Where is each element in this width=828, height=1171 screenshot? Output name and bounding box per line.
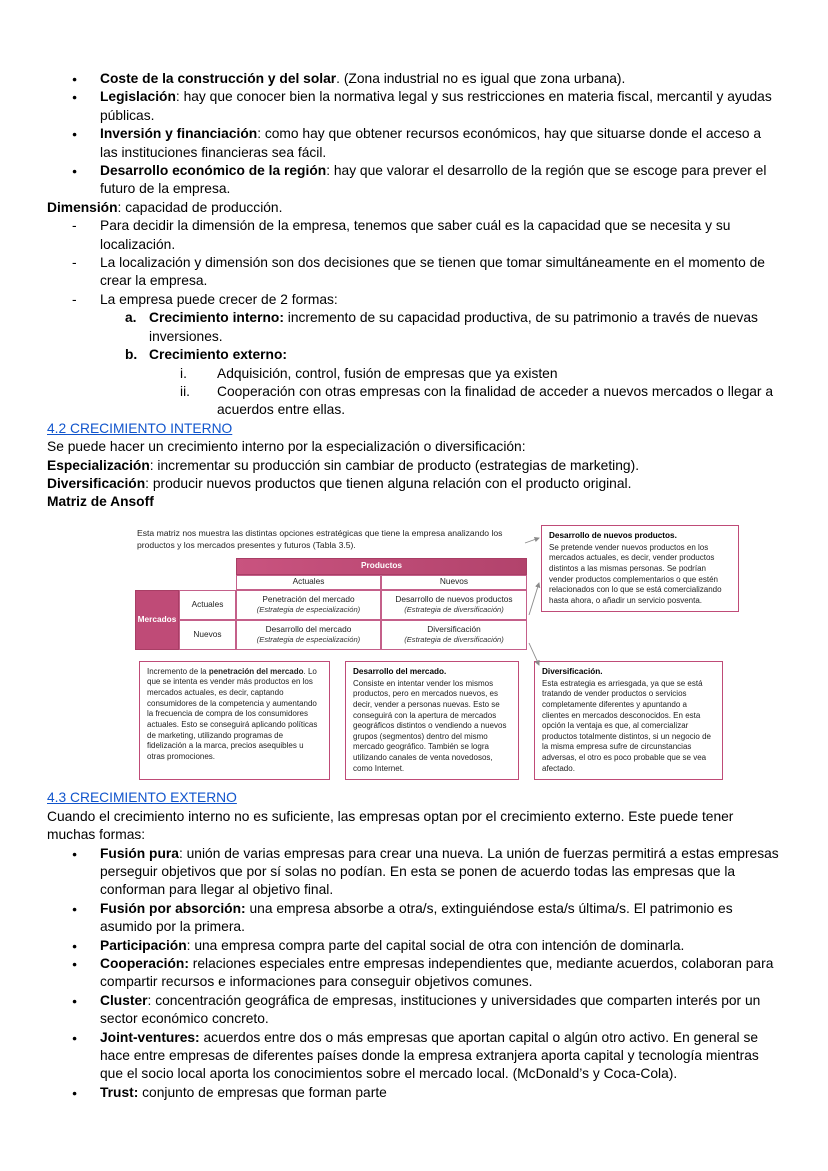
term: Fusión por absorción: bbox=[100, 900, 246, 916]
list-item-text bbox=[100, 1084, 780, 1102]
section-heading-43[interactable]: 4.3 CRECIMIENTO EXTERNO bbox=[47, 790, 237, 806]
bullet-icon: ● bbox=[72, 995, 78, 1006]
box-desarrollo-nuevos-productos bbox=[541, 525, 739, 613]
box-title: Desarrollo de nuevos productos. bbox=[549, 530, 677, 540]
text: incremento de su capacidad productiva, de su patrimonio a través de nuevas inversiones. bbox=[149, 310, 758, 344]
list-item bbox=[125, 346, 780, 364]
term: Especialización bbox=[47, 457, 150, 473]
term: Diversificación bbox=[47, 475, 146, 491]
text: : concentración geográfica de empresas, instituciones y universidades que comparten interés por un sector económico concreto. bbox=[100, 992, 761, 1027]
bullet-icon: ● bbox=[72, 1032, 78, 1043]
box-diversificacion bbox=[534, 661, 723, 781]
column-header: Actuales bbox=[236, 575, 381, 590]
box-text: . Lo que se intenta es vender más productos en los mercados actuales, es decir, captando consumidores de la competencia y aumentando la frecuencia de compra de los consumidores actuales. Esto se conseguirá aplicando políticas de marketing, utilizando programas de fidelización a la marca, precios asequibles u otras promociones. bbox=[147, 666, 318, 761]
column-header: Nuevos bbox=[381, 575, 527, 590]
term: Matriz de Ansoff bbox=[47, 494, 154, 510]
bullet-icon: ● bbox=[72, 166, 78, 177]
text: : una empresa compra parte del capital social de otra con intención de dominarla. bbox=[186, 937, 685, 953]
list-item bbox=[72, 1084, 780, 1102]
list-item bbox=[72, 955, 780, 992]
list-item-text bbox=[100, 845, 780, 900]
term: Inversión y financiación bbox=[100, 126, 258, 142]
term: Fusión pura bbox=[100, 845, 179, 861]
term: Participación bbox=[100, 937, 187, 953]
cell-subtitle: (Estrategia de diversificación) bbox=[404, 605, 504, 615]
column-group-header: Productos bbox=[236, 558, 527, 575]
list-item-text bbox=[149, 346, 780, 364]
bullet-icon: ● bbox=[72, 92, 78, 103]
table-spacer bbox=[135, 558, 236, 575]
cell-subtitle: (Estrategia de especialización) bbox=[256, 635, 361, 645]
text: una empresa absorbe a otra/s, extinguiéndose esta/s última/s. El patrimonio es asumido por la primera. bbox=[100, 900, 733, 935]
matrix-cell bbox=[236, 620, 381, 650]
text: : como hay que obtener recursos económicos, hay que situarse donde el acceso a las instituciones financieras sea fácil. bbox=[100, 126, 762, 160]
roman-marker: i. bbox=[180, 365, 187, 381]
roman-marker: ii. bbox=[180, 383, 190, 399]
box-text-pre: Incremento de la bbox=[147, 666, 209, 676]
list-item-text bbox=[100, 1029, 780, 1084]
cell-subtitle: (Estrategia de diversificación) bbox=[404, 635, 504, 645]
row-header: Actuales bbox=[179, 590, 236, 620]
matrix-cell bbox=[381, 620, 527, 650]
row-group-header: Mercados bbox=[135, 590, 179, 650]
list-item bbox=[72, 291, 780, 309]
list-item bbox=[72, 70, 780, 88]
cell-title: Desarrollo de nuevos productos bbox=[395, 594, 513, 605]
list-item bbox=[72, 845, 780, 900]
section42-intro: Se puede hacer un crecimiento interno por la especialización o diversificación: bbox=[47, 439, 526, 455]
bullet-icon: ● bbox=[72, 903, 78, 914]
text: conjunto de empresas que forman parte bbox=[138, 1084, 387, 1100]
list-item bbox=[180, 383, 780, 420]
bullet-icon: ● bbox=[72, 959, 78, 969]
paragraph-diversificacion bbox=[47, 475, 780, 493]
text: : producir nuevos productos que tienen alguna relación con el producto original. bbox=[145, 475, 632, 491]
box-text: Consiste en intentar vender los mismos productos, pero en mercados nuevos, es decir, vender a personas nuevas. Esto se conseguirá con la apertura de mercados geográficos distintos o vendiendo a nuevos grupos (segmentos) dentro del mismo mercado geográfico. También se logra utilizando canales de venta novedosos, como Internet. bbox=[353, 678, 507, 773]
section-heading-42[interactable]: 4.2 CRECIMIENTO INTERNO bbox=[47, 420, 233, 436]
box-text: Esta estrategia es arriesgada, ya que se está tratando de vender productos o servicios completamente diferentes y apuntando a clientes en mercados desconocidos. En esta opción la ventaja es que, al comercializar productos totalmente distintos, si un negocio de la misma empresa sufre de circunstancias adversas, el otro es poco probable que se vea afectado. bbox=[542, 678, 711, 773]
cell-title: Diversificación bbox=[427, 624, 481, 635]
list-item bbox=[72, 217, 780, 254]
section43-intro: Cuando el crecimiento interno no es suficiente, las empresas optan por el crecimiento externo. Este puede tener muchas formas: bbox=[47, 808, 734, 843]
list-item-text: La localización y dimensión son dos decisiones que se tienen que tomar simultáneamente en el momento de crear la empresa. bbox=[100, 255, 765, 289]
text: : unión de varias empresas para crear una nueva. La unión de fuerzas permitirá a estas empresas perseguir objetivos que por sí solas no podían. En esta se ponen de acuerdo todas las empresas que la conforman para llegar al objetivo final. bbox=[100, 845, 779, 898]
term: Cluster bbox=[100, 992, 148, 1008]
bullet-icon: ● bbox=[72, 1087, 78, 1098]
list-item-text bbox=[100, 992, 780, 1029]
dash-marker: - bbox=[72, 218, 77, 234]
paragraph-especializacion bbox=[47, 457, 780, 475]
term: Dimensión bbox=[47, 199, 118, 215]
term: Coste de la construcción y del solar bbox=[100, 71, 337, 86]
list-item-text bbox=[100, 955, 780, 992]
list-item-text bbox=[149, 309, 780, 346]
list-item-text bbox=[100, 162, 780, 199]
list-item bbox=[72, 88, 780, 125]
term: Desarrollo económico de la región bbox=[100, 163, 327, 179]
bullet-icon: ● bbox=[72, 848, 78, 859]
cell-title: Desarrollo del mercado bbox=[265, 624, 352, 635]
cell-title: Penetración del mercado bbox=[262, 594, 355, 605]
list-item-text bbox=[100, 937, 780, 955]
box-penetracion-mercado bbox=[139, 661, 330, 781]
list-item-text bbox=[100, 900, 780, 937]
list-item-text: Adquisición, control, fusión de empresas que ya existen bbox=[217, 365, 558, 381]
dash-marker: - bbox=[72, 255, 77, 271]
term: Joint-ventures: bbox=[100, 1029, 200, 1045]
alpha-marker: b. bbox=[125, 347, 138, 363]
text: : capacidad de producción. bbox=[117, 199, 283, 215]
bullet-icon: ● bbox=[72, 74, 78, 84]
paragraph-dimension bbox=[47, 199, 780, 217]
list-item bbox=[72, 1029, 780, 1084]
list-item bbox=[72, 900, 780, 937]
list-item bbox=[72, 254, 780, 291]
box-text: Se pretende vender nuevos productos en los mercados actuales, es decir, vender productos distintos a las mismas personas. Se podrían vender productos complementarios o que estén relacionados con lo que se está comercializando hasta ahora, o añadir un servicio posventa. bbox=[549, 542, 722, 605]
box-desarrollo-mercado bbox=[345, 661, 519, 781]
row-header: Nuevos bbox=[179, 620, 236, 650]
text: : hay que conocer bien la normativa legal y sus restricciones en materia fiscal, mercantil y ayudas públicas. bbox=[100, 89, 772, 123]
text: . (Zona industrial no es igual que zona urbana). bbox=[336, 71, 626, 86]
term: Cooperación: bbox=[100, 956, 189, 971]
list-item-text bbox=[100, 70, 780, 88]
cell-subtitle: (Estrategia de especialización) bbox=[256, 605, 361, 615]
list-item-text: La empresa puede crecer de 2 formas: bbox=[100, 291, 338, 307]
term: Legislación bbox=[100, 89, 176, 105]
table-spacer bbox=[135, 575, 236, 590]
list-item bbox=[180, 365, 780, 383]
matrix-cell bbox=[381, 590, 527, 620]
term: Crecimiento interno: bbox=[149, 310, 284, 326]
box-title: Desarrollo del mercado. bbox=[353, 666, 447, 676]
bullet-icon: ● bbox=[72, 940, 78, 951]
matriz-ansoff-label bbox=[47, 493, 780, 511]
list-item-text: Cooperación con otras empresas con la finalidad de acceder a nuevos mercados o llegar a acuerdos entre ellas. bbox=[217, 383, 774, 418]
term: Crecimiento externo: bbox=[149, 347, 288, 363]
ansoff-matrix-table bbox=[135, 558, 527, 650]
list-item bbox=[72, 162, 780, 199]
box-title-inline: penetración del mercado bbox=[208, 666, 304, 676]
text: relaciones especiales entre empresas independientes que, mediante acuerdos, colaboran para compartir recursos e informaciones para conseguir objetivos comunes. bbox=[100, 956, 774, 990]
list-item bbox=[72, 992, 780, 1029]
list-item-text bbox=[100, 125, 780, 162]
list-item bbox=[72, 125, 780, 162]
bullet-icon: ● bbox=[72, 129, 78, 140]
dash-marker: - bbox=[72, 291, 77, 307]
term: Trust: bbox=[100, 1084, 139, 1100]
matrix-cell bbox=[236, 590, 381, 620]
list-item-text: Para decidir la dimensión de la empresa, tenemos que saber cuál es la capacidad que se necesita y su localización. bbox=[100, 218, 731, 252]
text: acuerdos entre dos o más empresas que aportan capital o algún otro activo. En general se hace entre empresas de diferentes países donde la empresa extranjera aporta capital y tecnología mientras que el socio local aporta los conocimientos sobre el mercado local. (McDonald’s y Coca-Cola). bbox=[100, 1029, 759, 1082]
ansoff-right-column bbox=[541, 525, 739, 613]
alpha-marker: a. bbox=[125, 310, 137, 326]
list-item bbox=[125, 309, 780, 346]
ansoff-left-column bbox=[135, 525, 527, 650]
list-item bbox=[72, 937, 780, 955]
ansoff-figure bbox=[135, 525, 739, 781]
text: : incrementar su producción sin cambiar de producto (estrategias de marketing). bbox=[149, 457, 640, 473]
box-title: Diversificación. bbox=[542, 666, 603, 676]
ansoff-intro-text: Esta matriz nos muestra las distintas opciones estratégicas que tiene la empresa analizando los productos y los mercados presentes y futuros (Tabla 3.5). bbox=[137, 527, 503, 550]
text: : hay que valorar el desarrollo de la región que se escoge para prever el futuro de la empresa. bbox=[100, 163, 767, 197]
list-item-text bbox=[100, 88, 780, 125]
